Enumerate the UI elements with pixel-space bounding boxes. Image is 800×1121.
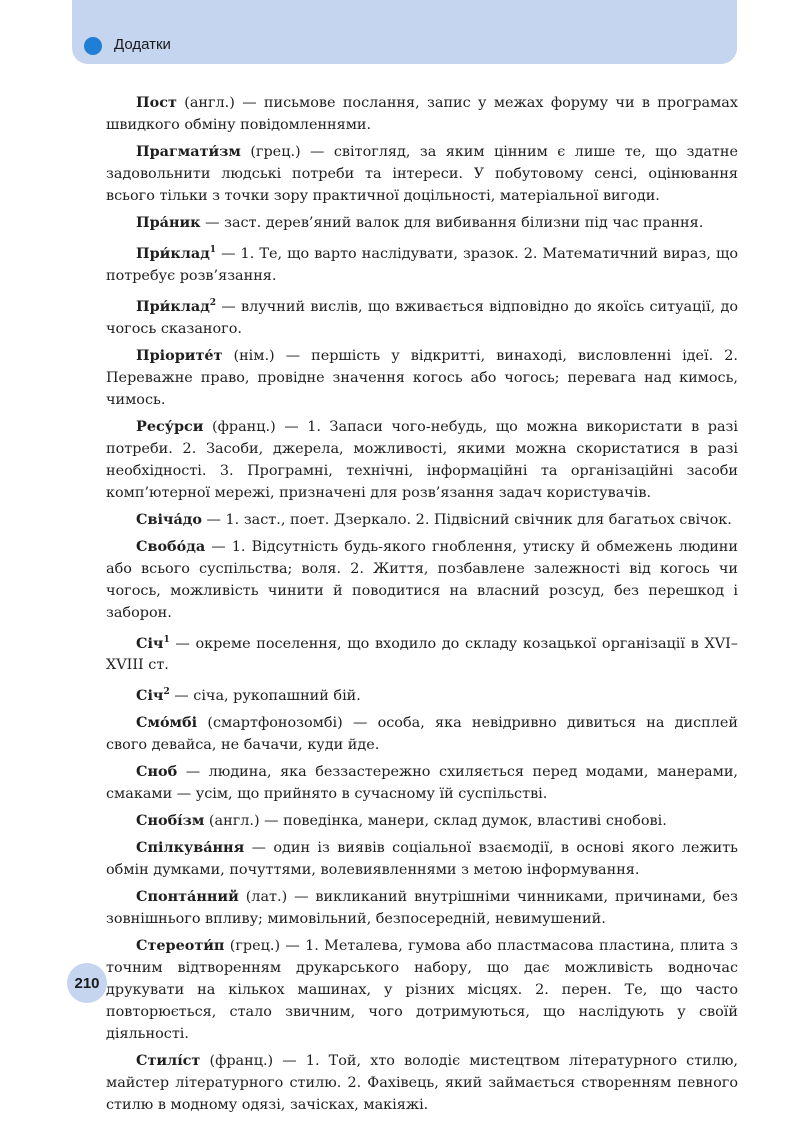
glossary-entry (106, 681, 738, 707)
entry-definition: — 1. Те, що варто наслідувати, зразок. 2. Математичний вираз, що потребує розв’язання. (106, 245, 738, 284)
glossary-entry (106, 509, 738, 531)
glossary-entry (106, 761, 738, 805)
entry-definition: (грец.) — світогляд, за яким цінним є лише те, що здатне задовольнити людські потреби та інтереси. У побутовому сенсі, оцінювання всього тільки з точки зору практичної доцільності, матеріальної вигоди. (106, 144, 738, 204)
entry-term: Сноб (136, 763, 178, 781)
entry-term: При́клад (136, 244, 210, 262)
glossary-entry (106, 886, 738, 930)
entry-definition: — 1. заст., поет. Дзеркало. 2. Підвісний свічник для багатьох свічок. (201, 511, 732, 528)
entry-definition: — окреме поселення, що входило до складу козацької організації в XVI–XVIII ст. (106, 635, 738, 674)
entry-definition: (англ.) — поведінка, манери, склад думок, властиві снобові. (204, 813, 667, 830)
glossary-entry (106, 1050, 738, 1116)
glossary-entries (106, 92, 738, 1121)
entry-term: Пра́ник (136, 214, 201, 231)
entry-term: Пріорите́т (136, 346, 223, 364)
entry-term: Пост (136, 94, 177, 111)
entry-definition: — один із виявів соціальної взаємодії, в основі якого лежить обмін думками, почуттями, волевиявленнями з метою інформування. (106, 840, 738, 879)
entry-term: Спонта́нний (136, 888, 239, 906)
entry-term-index: 1 (209, 245, 217, 255)
entry-term: Свобо́да (136, 537, 206, 555)
glossary-entry (106, 935, 738, 1045)
glossary-entry (106, 239, 738, 287)
entry-definition: (грец.) — 1. Металева, гумова або пластмасова пластина, плита з точним відтворенням друкарського набору, що дає можливість водночас друкувати на кількох машинах, у різних місцях. 2. перен. Те, що часто повторюється, стало звичним, чого дотримуються, що наслідують у своїй діяльності. (106, 938, 738, 1043)
glossary-entry (106, 536, 738, 624)
entry-term: Спілкува́ння (136, 839, 245, 857)
entry-term-index: 2 (163, 687, 170, 698)
glossary-entry (106, 212, 738, 234)
entry-term: При́клад (136, 297, 210, 315)
entry-definition: — людина, яка беззастережно схиляється перед модами, манерами, смаками — усім, що прийнято в сучасному їй суспільстві. (106, 764, 738, 803)
glossary-entry (106, 416, 738, 504)
entry-definition: (франц.) — 1. Той, хто володіє мистецтвом літературного стилю, майстер літературного стилю. 2. Фахівець, який займається створенням певного стилю в модному одязі, зачісках, макіяжі. (106, 1053, 738, 1114)
entry-term: Прагмати́зм (136, 143, 241, 160)
entry-definition: — заст. дерев’яний валок для вибивання білизни під час прання. (200, 215, 704, 231)
entry-term: Ресу́рси (136, 417, 204, 435)
entry-term-index: 2 (209, 297, 217, 308)
section-header (72, 0, 737, 64)
entry-term: Свіча́до (136, 510, 202, 528)
glossary-entry (106, 292, 738, 340)
entry-term-index: 1 (163, 634, 170, 645)
glossary-entry (106, 837, 738, 881)
entry-term: Стилі́ст (136, 1052, 201, 1070)
entry-definition: — 1. Відсутність будь-якого гноблення, утиску й обмежень людини або всього суспільства; воля. 2. Життя, позбавлене залежності від когось чи чогось, можливість чинити й поводитися на власний розсуд, без перешкод і заборон. (106, 538, 738, 621)
glossary-entry (106, 345, 738, 411)
entry-definition: (нім.) — першість у відкритті, винаході, висловленні ідеї. 2. Переважне право, провідне значення когось або чогось; перевага над кимось, чимось. (106, 347, 738, 408)
glossary-entry (106, 141, 738, 207)
entry-definition: (смартфонозомбі) — особа, яка невідривно дивиться на дисплей свого девайса, не бачачи, куди йде. (106, 715, 738, 754)
entry-definition: (лат.) — викликаний внутрішніми чинниками, причинами, без зовнішнього впливу; мимовільний, безпосередній, невимушений. (106, 889, 738, 928)
entry-definition: — влучний вислів, що вживається відповідно до якоїсь ситуації, до чогось сказаного. (106, 298, 738, 337)
glossary-entry (106, 712, 738, 756)
entry-term: Стереоти́п (136, 937, 225, 955)
entry-term: Смо́мбі (136, 714, 198, 732)
section-title: Додатки (114, 36, 171, 53)
glossary-entry (106, 629, 738, 677)
entry-definition: (англ.) — письмове послання, запис у межах форуму чи в програмах швидкого обміну повідомленнями. (106, 95, 738, 133)
entry-term: Січ (136, 634, 164, 652)
entry-definition: — січа, рукопашний бій. (169, 688, 361, 705)
glossary-entry (106, 92, 738, 136)
bullet-dot-icon (84, 37, 102, 55)
entry-definition: (франц.) — 1. Запаси чого-небудь, що можна використати в разі потреби. 2. Засоби, джерела, можливості, якими можна скористатися в разі необхідності. 3. Програмні, технічні, інформаційні та організаційні засоби комп’ютерної мережі, призначені для розв’язання задач користувачів. (106, 418, 738, 501)
glossary-entry (106, 810, 738, 832)
entry-term: Снобі́зм (136, 812, 205, 830)
entry-term: Січ (136, 687, 164, 705)
page-number: 210 (67, 963, 107, 1003)
